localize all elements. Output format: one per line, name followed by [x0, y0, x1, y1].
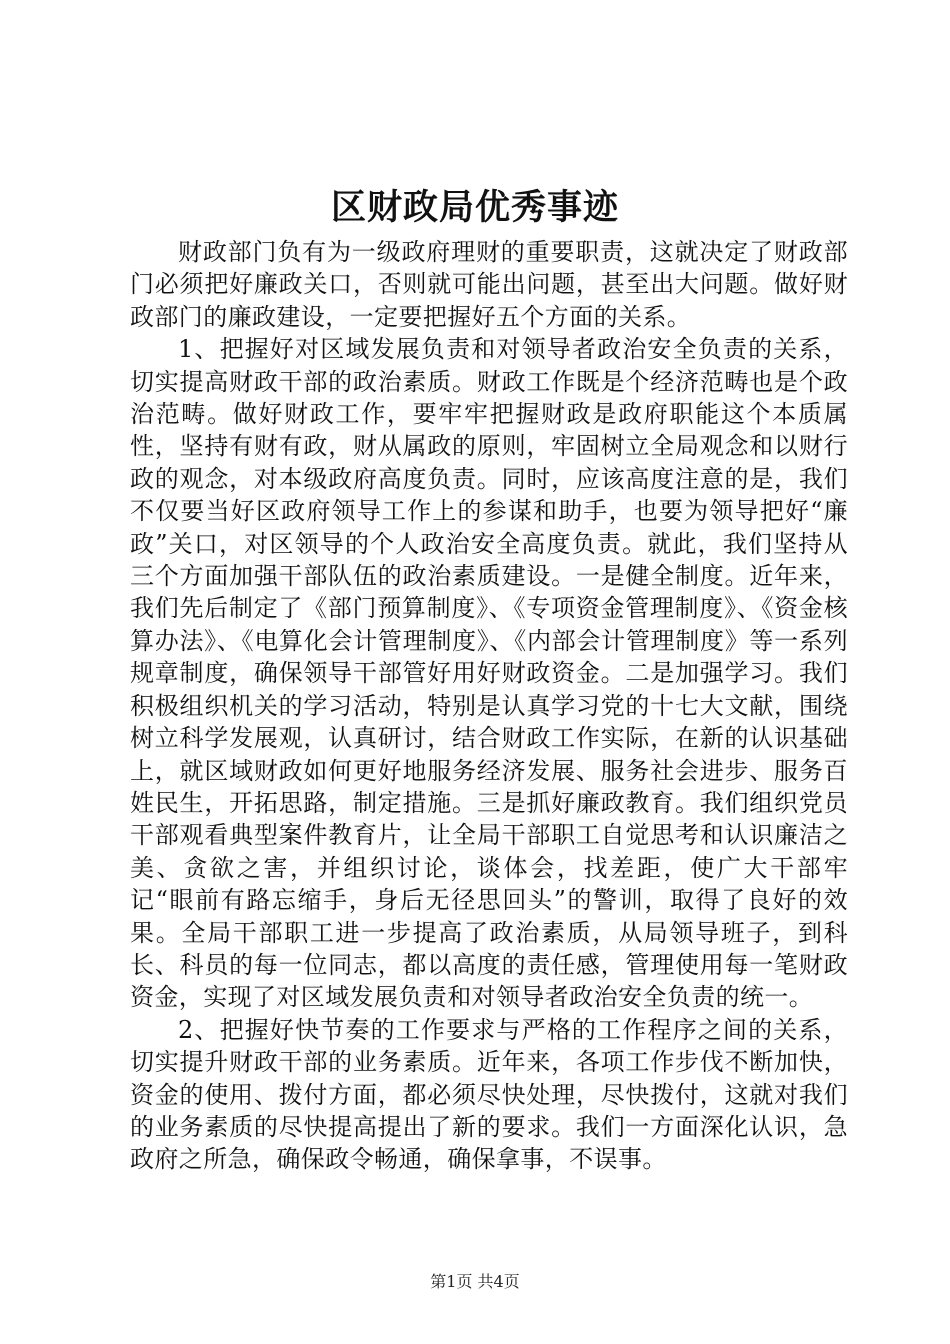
paragraph-intro: 财政部门负有为一级政府理财的重要职责，这就决定了财政部门必须把好廉政关口，否则就可能出问题，甚至出大问题。做好财政部门的廉政建设，一定要把握好五个方面的关系。: [130, 238, 848, 331]
page-footer: 第1页 共4页: [430, 1272, 520, 1291]
document-body: [130, 236, 848, 1176]
paragraph-section-2: 2、把握好快节奏的工作要求与严格的工作程序之间的关系，切实提升财政干部的业务素质。近年来，各项工作步伐不断加快，资金的使用、拨付方面，都必须尽快处理，尽快拨付，这就对我们的业务素质的尽快提高提出了新的要求。我们一方面深化认识，急政府之所急，确保政令畅通，确保拿事，不误事。: [130, 1015, 848, 1174]
document-title: 区财政局优秀事迹: [330, 187, 619, 228]
paragraph-section-1: 1、把握好对区域发展负责和对领导者政治安全负责的关系，切实提高财政干部的政治素质。财政工作既是个经济范畴也是个政治范畴。做好财政工作，要牢牢把握财政是政府职能这个本质属性，坚持有财有政，财从属政的原则，牢固树立全局观念和以财行政的观念，对本级政府高度负责。同时，应该高度注意的是，我们不仅要当好区政府领导工作上的参谋和助手，也要为领导把好“廉政”关口，对区领导的个人政治安全高度负责。就此，我们坚持从三个方面加强干部队伍的政治素质建设。一是健全制度。近年来，我们先后制定了《部门预算制度》、《专项资金管理制度》、《资金核算办法》、《电算化会计管理制度》、《内部会计管理制度》等一系列规章制度，确保领导干部管好用好财政资金。二是加强学习。我们积极组织机关的学习活动，特别是认真学习党的十七大文献，围绕树立科学发展观，认真研讨，结合财政工作实际，在新的认识基础上，就区域财政如何更好地服务经济发展、服务社会进步、服务百姓民生，开拓思路，制定措施。三是抓好廉政教育。我们组织党员干部观看典型案件教育片，让全局干部职工自觉思考和认识廉洁之美、贪欲之害，并组织讨论，谈体会，找差距，使广大干部牢记“眼前有路忘缩手，身后无径思回头”的警训，取得了良好的效果。全局干部职工进一步提高了政治素质，从局领导班子，到科长、科员的每一位同志，都以高度的责任感，管理使用每一笔财政资金，实现了对区域发展负责和对领导者政治安全负责的统一。: [130, 335, 848, 1012]
